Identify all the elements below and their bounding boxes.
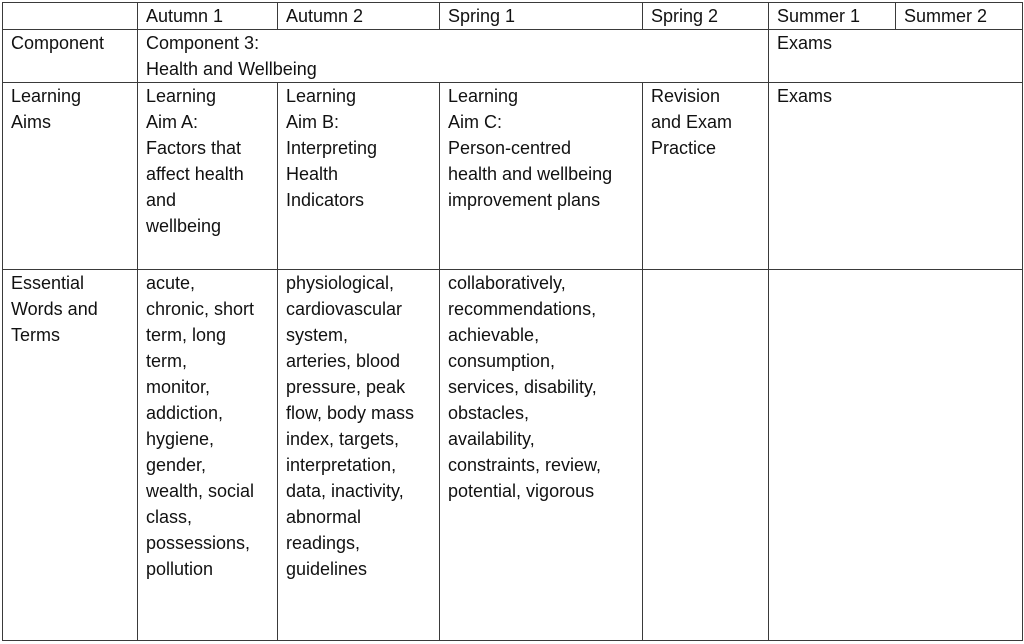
aims-spring-1-cell: Learning Aim C: Person-centred health and wellbeing improvement plans <box>440 83 643 270</box>
words-autumn-1-cell: acute, chronic, short term, long term, monitor, addiction, hygiene, gender, wealth, social class, possessions, pollution <box>138 270 278 641</box>
words-summer-cell <box>769 270 1023 641</box>
component-exams-cell: Exams <box>769 30 1023 83</box>
aims-spring-2-cell: Revision and Exam Practice <box>643 83 769 270</box>
header-row <box>3 3 1023 30</box>
header-autumn-2: Autumn 2 <box>278 3 440 30</box>
words-autumn-2-cell: physiological, cardiovascular system, arteries, blood pressure, peak flow, body mass index, targets, interpretation, data, inactivity, abnormal readings, guidelines <box>278 270 440 641</box>
header-corner-cell <box>3 3 138 30</box>
curriculum-table <box>2 2 1023 641</box>
essential-words-row <box>3 270 1023 641</box>
header-summer-1: Summer 1 <box>769 3 896 30</box>
learning-aims-label: Learning Aims <box>3 83 138 270</box>
header-spring-1: Spring 1 <box>440 3 643 30</box>
aims-autumn-1-cell: Learning Aim A: Factors that affect health and wellbeing <box>138 83 278 270</box>
component-label: Component <box>3 30 138 83</box>
words-spring-1-cell: collaboratively, recommendations, achievable, consumption, services, disability, obstacles, availability, constraints, review, potential, vigorous <box>440 270 643 641</box>
header-summer-2: Summer 2 <box>896 3 1023 30</box>
learning-aims-row <box>3 83 1023 270</box>
essential-words-label: Essential Words and Terms <box>3 270 138 641</box>
words-spring-2-cell <box>643 270 769 641</box>
component-row <box>3 30 1023 83</box>
aims-summer-cell: Exams <box>769 83 1023 270</box>
component-main-cell: Component 3: Health and Wellbeing <box>138 30 769 83</box>
header-autumn-1: Autumn 1 <box>138 3 278 30</box>
aims-autumn-2-cell: Learning Aim B: Interpreting Health Indicators <box>278 83 440 270</box>
header-spring-2: Spring 2 <box>643 3 769 30</box>
